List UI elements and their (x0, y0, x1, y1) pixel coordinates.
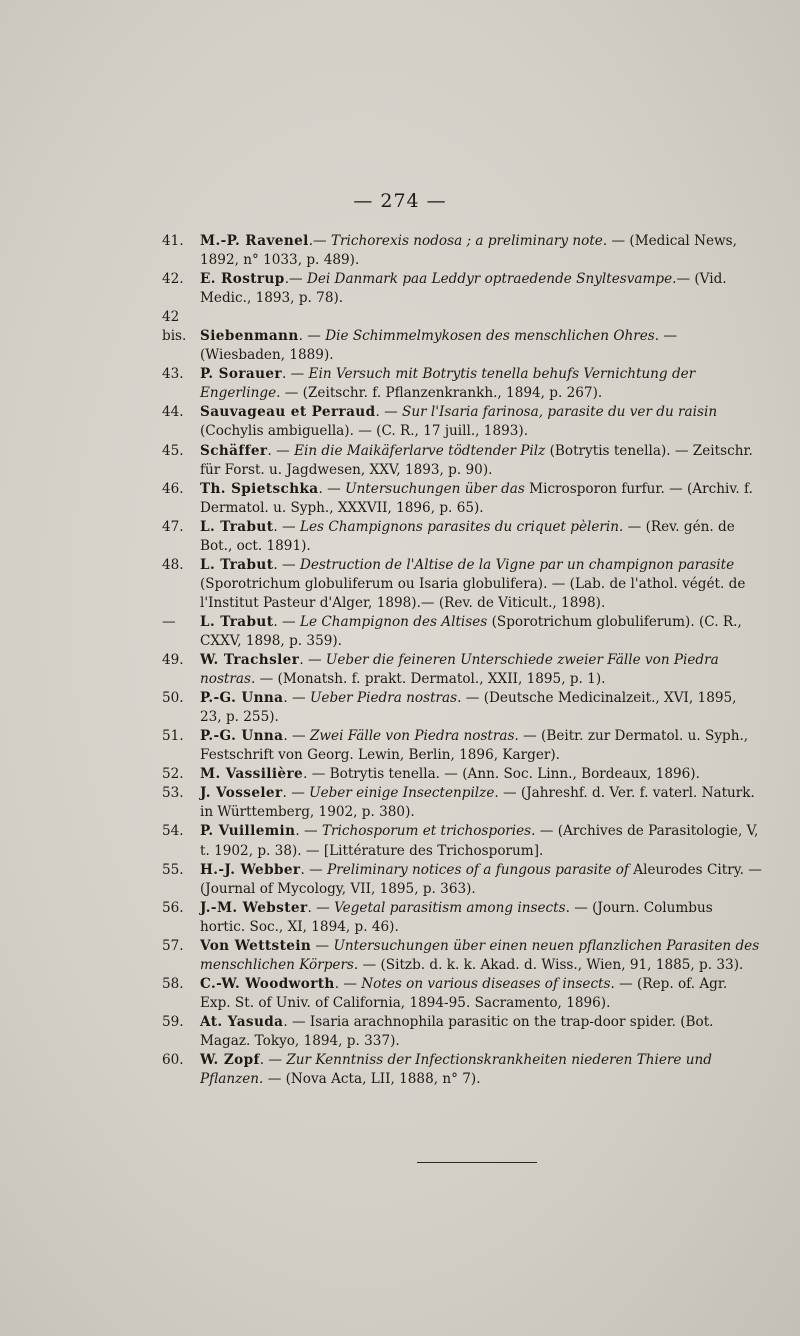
reference-separator: . — (307, 899, 335, 916)
reference-separator: — (311, 937, 334, 954)
reference-title: Preliminary notices of a fungous parasite of (327, 861, 629, 878)
reference-title: Zwei Fälle von Piedra nostras (309, 728, 515, 745)
reference-separator: . — (299, 652, 326, 669)
reference-separator: . — (303, 766, 330, 783)
reference-details: (Sporotrichum globuliferum ou Isaria globulifera). — (Lab. de l'athol. végét. de l'Institut Pasteur d'Alger, 1898).— (Rev. de Viticult., 1898). (200, 575, 746, 611)
reference-details: (Botrytis tenella). — Zeitschr. für Forst. u. Jagdwesen, XXV, 1893, p. 90). (200, 442, 753, 478)
reference-author: Von Wettstein (200, 937, 312, 954)
reference-separator: . — (318, 480, 346, 497)
reference-details: . — (Jahreshf. d. Ver. f. vaterl. Naturk. in Württemberg, 1902, p. 380). (200, 785, 755, 821)
reference-number: 45. (162, 442, 184, 459)
reference-author: Sauvageau et Perraud (200, 404, 376, 421)
reference-author: Schäffer (200, 442, 268, 459)
reference-number: 56. (162, 899, 184, 916)
reference-entry (162, 937, 762, 975)
reference-entry (162, 1013, 762, 1051)
reference-separator: . — (273, 613, 300, 630)
reference-entry (162, 270, 762, 308)
reference-entry (162, 651, 762, 689)
reference-number: 43. (162, 366, 184, 383)
reference-author: At. Yasuda (200, 1013, 284, 1030)
reference-details: Aleurodes Citry. — (Journal of Mycology, VII, 1895, p. 363). (200, 861, 762, 897)
reference-entry (162, 899, 762, 937)
reference-separator: . — (283, 1013, 310, 1030)
reference-title: Ueber Piedra nostras (309, 690, 458, 707)
reference-separator: . — (282, 785, 310, 802)
reference-details: . — (Beitr. zur Dermatol. u. Syph., Festschrift von Georg. Lewin, Berlin, 1896, Karger). (200, 728, 749, 764)
reference-number: 47. (162, 518, 184, 535)
reference-number: 48. (162, 556, 184, 573)
reference-number: 51. (162, 728, 184, 745)
reference-author: L. Trabut (200, 613, 274, 630)
reference-title: Vegetal parasitism among insects (334, 899, 566, 916)
reference-author: L. Trabut (200, 518, 274, 535)
reference-entry (162, 365, 762, 403)
reference-author: W. Trachsler (200, 652, 300, 669)
reference-author: P.-G. Unna (200, 728, 284, 745)
reference-author: E. Rostrup (200, 271, 285, 288)
reference-author: C.-W. Woodworth (200, 975, 335, 992)
end-rule (417, 1162, 537, 1163)
reference-separator: . — (283, 728, 310, 745)
reference-separator: .— (308, 233, 331, 249)
reference-entry (162, 975, 762, 1013)
reference-author: J. Vosseler (200, 785, 283, 802)
reference-entry (162, 784, 762, 822)
reference-separator: .— (284, 271, 307, 288)
reference-number: 46. (162, 480, 184, 497)
reference-details: . — (Nova Acta, LII, 1888, n° 7). (259, 1071, 481, 1088)
reference-title: Trichosporum et trichospories (321, 823, 532, 840)
reference-separator: . — (283, 690, 310, 707)
reference-separator: . — (281, 366, 309, 383)
reference-details: Microsporon furfur. — (Archiv. f. Dermatol. u. Syph., XXXVII, 1896, p. 65). (200, 480, 753, 516)
reference-title: Untersuchungen über einen neuen pflanzlichen Parasiten des menschlichen Körpers (200, 937, 760, 973)
reference-entry (162, 403, 762, 441)
reference-separator: . — (375, 404, 403, 421)
reference-title: Notes on various diseases of insects (361, 975, 611, 992)
reference-details: . — (Archives de Parasitologie, V, t. 1902, p. 38). — [Littérature des Trichosporum]. (200, 823, 759, 859)
reference-entry (162, 308, 762, 365)
reference-number: 53. (162, 785, 184, 802)
reference-entry (162, 861, 762, 899)
reference-entry (162, 822, 762, 860)
reference-author: J.-M. Webster (200, 899, 308, 916)
reference-details: (Sporotrichum globuliferum). (C. R., CXXV, 1898, p. 359). (200, 613, 742, 649)
reference-title: Sur l'Isaria farinosa, parasite du ver du raisin (402, 404, 718, 421)
reference-details: Botrytis tenella. — (Ann. Soc. Linn., Bordeaux, 1896). (329, 766, 700, 783)
reference-author: L. Trabut (200, 556, 274, 573)
reference-details: Isaria arachnophila parasitic on the trap-door spider. (Bot. Magaz. Tokyo, 1894, p. 337). (200, 1013, 714, 1049)
reference-title: Ueber einige Insectenpilze (309, 785, 495, 802)
reference-number: 44. (162, 404, 184, 421)
reference-author: Siebenmann (200, 328, 299, 345)
reference-details: . — (Rev. gén. de Bot., oct. 1891). (200, 518, 735, 554)
reference-title: Trichorexis nodosa ; a preliminary note (330, 233, 603, 249)
reference-author: P.-G. Unna (200, 690, 284, 707)
reference-entry (162, 1051, 762, 1089)
page-number: — 274 — (353, 190, 447, 212)
reference-title: Destruction de l'Altise de la Vigne par un champignon parasite (299, 556, 735, 573)
reference-details: . — (Journ. Columbus hortic. Soc., XI, 1894, p. 46). (200, 899, 713, 935)
reference-number: 59. (162, 1013, 184, 1030)
reference-entry (162, 518, 762, 556)
reference-author: M. Vassilière (200, 766, 304, 783)
reference-entry (162, 765, 762, 784)
reference-title: Untersuchungen über das (345, 480, 525, 497)
reference-details: . — (Zeitschr. f. Pflanzenkrankh., 1894, p. 267). (276, 385, 603, 402)
reference-title: Zur Kenntniss der Infectionskrankheiten niederen Thiere und Pflanzen (200, 1052, 713, 1088)
reference-number: 52. (162, 766, 184, 783)
reference-details: . — (Sitzb. d. k. k. Akad. d. Wiss., Wien, 91, 1885, p. 33). (353, 956, 744, 973)
reference-entry (162, 232, 762, 270)
reference-number: 42 bis. (162, 309, 187, 345)
reference-entry (162, 727, 762, 765)
reference-title: Les Champignons parasites du criquet pèlerin (299, 518, 620, 535)
reference-author: M.-P. Ravenel (200, 233, 309, 249)
reference-number: 54. (162, 823, 184, 840)
reference-author: H.-J. Webber (200, 861, 301, 878)
reference-entry (162, 442, 762, 480)
reference-author: W. Zopf (200, 1052, 260, 1069)
reference-entry (162, 480, 762, 518)
reference-number: 55. (162, 861, 184, 878)
reference-entry (162, 556, 762, 613)
reference-number: — (162, 613, 176, 630)
reference-number: 60. (162, 1052, 184, 1069)
reference-number: 41. (162, 233, 184, 249)
reference-title: Le Champignon des Altises (299, 613, 488, 630)
reference-author: P. Vuillemin (200, 823, 296, 840)
reference-title: Ein die Maikäferlarve tödtender Pilz (294, 442, 546, 459)
reference-separator: . — (273, 518, 300, 535)
reference-entry (162, 613, 762, 651)
reference-details: . — (Wiesbaden, 1889). (200, 328, 678, 364)
reference-details: (Cochylis ambiguella). — (C. R., 17 juill., 1893). (200, 423, 529, 440)
reference-number: 57. (162, 937, 184, 954)
reference-separator: . — (259, 1052, 287, 1069)
reference-author: Th. Spietschka (200, 480, 319, 497)
reference-separator: . — (334, 975, 362, 992)
reference-number: 50. (162, 690, 184, 707)
reference-number: 42. (162, 271, 184, 288)
reference-separator: . — (298, 328, 326, 345)
reference-separator: . — (267, 442, 295, 459)
reference-list (162, 232, 762, 1089)
reference-details: . — (Rep. of. Agr. Exp. St. of Univ. of California, 1894-95. Sacramento, 1896). (200, 975, 728, 1011)
reference-details: . — (Deutsche Medicinalzeit., XVI, 1895, 23, p. 255). (200, 690, 737, 726)
reference-entry (162, 689, 762, 727)
reference-details: . — (Medical News, 1892, n° 1033, p. 489). (200, 233, 737, 269)
reference-title: Ueber die feineren Unterschiede zweier Fälle von Piedra nostras (200, 652, 719, 688)
reference-separator: . — (295, 823, 322, 840)
reference-number: 58. (162, 975, 184, 992)
reference-details: . — (Monatsh. f. prakt. Dermatol., XXII, 1895, p. 1). (250, 671, 606, 688)
reference-title: Ein Versuch mit Botrytis tenella behufs Vernichtung der Engerlinge (200, 366, 696, 402)
reference-title: Die Schimmelmykosen des menschlichen Ohres (325, 328, 655, 345)
reference-separator: . — (273, 556, 300, 573)
reference-number: 49. (162, 652, 184, 669)
reference-separator: . — (300, 861, 328, 878)
reference-author: P. Sorauer (200, 366, 282, 383)
reference-details: .— (Vid. Medic., 1893, p. 78). (200, 271, 727, 307)
reference-title: Dei Danmark paa Leddyr optraedende Snyltesvampe (306, 271, 673, 288)
